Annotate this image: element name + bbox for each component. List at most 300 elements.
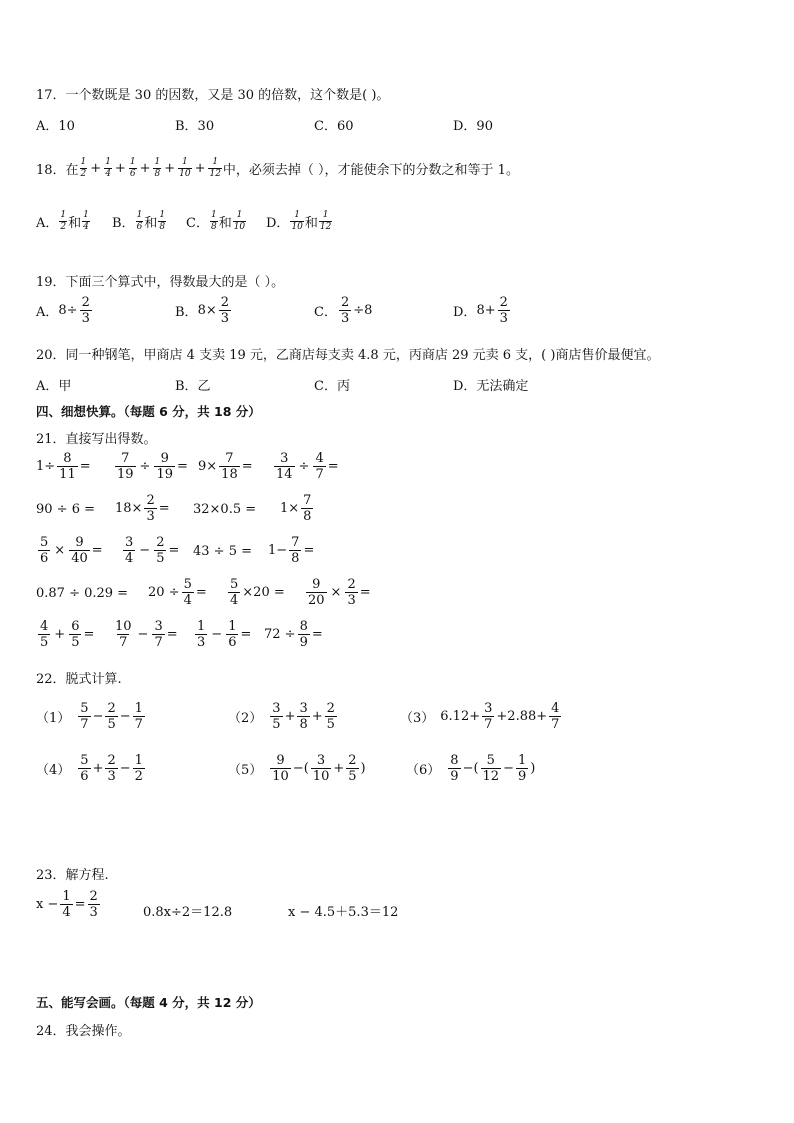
operator: + [54, 627, 66, 642]
option-label: A． [36, 305, 59, 320]
denominator: 6 [228, 635, 237, 650]
q22-item [36, 754, 147, 783]
operator: −( [292, 761, 309, 776]
numerator: 7 [291, 535, 300, 550]
denominator: 7 [134, 717, 143, 732]
q19-option [175, 296, 233, 325]
option-label: D． [266, 215, 290, 231]
numerator: 4 [40, 619, 49, 634]
numerator: 4 [315, 451, 324, 466]
q17-option-c: C．60 [314, 119, 354, 134]
fraction [154, 536, 166, 565]
denominator: 5 [348, 769, 357, 784]
numerator: 5 [40, 535, 49, 550]
numerator: 5 [230, 577, 239, 592]
fraction [57, 452, 78, 481]
q19-option [453, 296, 512, 325]
numerator: 3 [484, 701, 493, 716]
q21-item [193, 620, 251, 649]
q21-item [226, 578, 285, 607]
q22-item [36, 702, 147, 731]
denominator: 8 [303, 509, 312, 524]
plus-sign: + [164, 161, 176, 176]
fraction [80, 158, 88, 179]
denominator: 9 [517, 769, 527, 784]
fraction [136, 211, 144, 232]
numerator: 7 [121, 451, 130, 466]
denominator: 5 [272, 717, 281, 732]
q21-item [36, 536, 103, 565]
operator: − [211, 627, 223, 642]
numerator: 2 [340, 295, 350, 310]
plus-sign: + [139, 161, 151, 176]
and-text: 和 [68, 215, 82, 231]
q21-item [264, 620, 323, 649]
operand: 1× [280, 501, 300, 516]
operand: 72 ÷ [264, 627, 296, 642]
numerator: 8 [63, 451, 72, 466]
denominator: 3 [499, 311, 508, 326]
numerator: 8 [450, 753, 459, 768]
numerator: 3 [125, 535, 134, 550]
fraction [208, 158, 221, 179]
plus-sign: + [194, 161, 206, 176]
denominator: 3 [347, 593, 356, 608]
fraction [178, 158, 191, 179]
denominator: 7 [551, 717, 560, 732]
q20-option-a: A．甲 [36, 379, 72, 394]
numerator: 3 [316, 753, 326, 768]
numerator: 3 [299, 701, 308, 716]
numerator: 10 [115, 619, 132, 634]
numerator: 1 [212, 157, 219, 167]
denominator: 7 [154, 635, 163, 650]
fraction [69, 620, 81, 649]
plus-sign: + [90, 161, 102, 176]
denominator: 5 [40, 635, 49, 650]
operator: × [54, 543, 66, 558]
numerator: 1 [129, 157, 136, 167]
denominator: 9 [450, 769, 459, 784]
q20-option-c: C．丙 [314, 379, 350, 394]
fraction [60, 890, 72, 919]
numerator: 2 [348, 753, 357, 768]
q21-title: 21．直接写出得数。 [36, 432, 157, 447]
q20-option-b: B．乙 [175, 379, 211, 394]
numerator: 1 [197, 619, 206, 634]
operator: + [284, 709, 296, 724]
denominator: 3 [197, 635, 206, 650]
operand: = [168, 543, 180, 558]
fraction [154, 452, 175, 481]
denominator: 8 [210, 221, 217, 232]
denominator: 8 [154, 169, 161, 179]
q21-item [115, 494, 170, 523]
operator: +2.88+ [496, 709, 548, 724]
q21-item [36, 578, 128, 601]
fraction [448, 754, 460, 783]
denominator: 7 [315, 467, 324, 482]
q21-item [272, 452, 339, 481]
denominator: 8 [299, 717, 308, 732]
fraction [80, 296, 92, 325]
denominator: 19 [117, 467, 134, 482]
operand: 8× [197, 303, 217, 318]
numerator: 1 [83, 209, 89, 220]
numerator: 3 [280, 451, 289, 466]
numerator: 1 [181, 157, 188, 167]
fraction [123, 536, 135, 565]
operator: − [503, 761, 514, 776]
fraction [298, 620, 310, 649]
denominator: 5 [71, 635, 80, 650]
q17-option-b: B．30 [175, 119, 215, 134]
fraction [270, 754, 291, 783]
numerator: 7 [303, 493, 312, 508]
fraction [129, 158, 137, 179]
numerator: 1 [210, 209, 217, 220]
fraction [290, 211, 303, 232]
denominator: 6 [129, 169, 136, 179]
numerator: 1 [105, 157, 111, 167]
denominator: 12 [319, 221, 332, 232]
operand: = [241, 459, 253, 474]
fraction [78, 702, 90, 731]
numerator: 5 [80, 753, 89, 768]
item-label: （6） [406, 763, 441, 778]
operand: = [158, 501, 170, 516]
numerator: 2 [326, 701, 335, 716]
operand: = [359, 585, 371, 600]
q21-item [121, 536, 179, 565]
numerator: 2 [81, 295, 90, 310]
operand: 1− [268, 543, 288, 558]
q21-item [198, 452, 253, 481]
operator: − [119, 761, 131, 776]
operand: ÷8 [353, 303, 373, 318]
q17-option-a: A．10 [36, 119, 75, 134]
q23-equation-2: 0.8x÷2＝12.8 [143, 905, 233, 920]
q22-item [406, 754, 535, 783]
plus-sign: + [114, 161, 126, 176]
q23-equation-3: x − 4.5＋5.3＝12 [288, 905, 399, 920]
denominator: 10 [272, 769, 289, 784]
fraction [311, 754, 332, 783]
denominator: 5 [326, 717, 335, 732]
fraction [301, 494, 313, 523]
operator: ) [360, 761, 366, 776]
q23-title: 23．解方程. [36, 868, 109, 883]
denominator: 10 [312, 769, 330, 784]
operand: 1÷ [36, 459, 56, 474]
numerator: 1 [62, 889, 71, 904]
q19-stem: 19．下面三个算式中，得数最大的是（ ）。 [36, 275, 285, 290]
numerator: 2 [107, 753, 116, 768]
denominator: 20 [308, 593, 325, 608]
item-label: （4） [36, 763, 71, 778]
numerator: 5 [80, 701, 89, 716]
q24-stem: 24．我会操作。 [36, 1024, 131, 1039]
fraction [195, 620, 207, 649]
fraction [233, 211, 246, 232]
and-text: 和 [144, 215, 158, 231]
operand: ×20 = [242, 585, 285, 600]
denominator: 3 [220, 311, 230, 326]
operand: = [195, 585, 207, 600]
operand: = [79, 459, 91, 474]
q21-item [111, 620, 178, 649]
fraction [182, 578, 194, 607]
q21-expression: 0.87 ÷ 0.29 = [36, 586, 129, 601]
q18-stem [36, 158, 519, 179]
denominator: 2 [134, 769, 143, 784]
item-label: （1） [36, 711, 71, 726]
q18-option [186, 211, 247, 232]
fraction [219, 452, 240, 481]
item-label: （3） [400, 711, 435, 726]
numerator: 2 [156, 535, 165, 550]
and-text: 和 [304, 215, 318, 231]
denominator: 10 [291, 221, 303, 232]
numerator: 2 [107, 701, 116, 716]
numerator: 1 [322, 209, 329, 220]
q18-suffix: 中，必须去掉（ ），才能使余下的分数之和等于 1。 [222, 163, 519, 178]
q21-item [193, 536, 252, 559]
numerator: 1 [80, 157, 87, 167]
denominator: 4 [183, 593, 192, 608]
q19-option [36, 296, 94, 325]
denominator: 4 [83, 221, 89, 232]
option-label: C． [314, 305, 337, 320]
denominator: 9 [299, 635, 308, 650]
fraction [78, 754, 90, 783]
item-label: （5） [228, 763, 263, 778]
option-label: D． [453, 305, 477, 320]
fraction [498, 296, 510, 325]
numerator: 9 [160, 451, 169, 466]
operand: = [327, 459, 339, 474]
q21-item [36, 620, 94, 649]
q18-prefix: 18．在 [36, 163, 79, 178]
q21-item [268, 536, 314, 565]
operand: = [177, 459, 188, 474]
fraction [115, 452, 136, 481]
denominator: 4 [230, 593, 239, 608]
fraction [113, 620, 134, 649]
option-label: A． [36, 215, 59, 231]
fraction [104, 158, 112, 179]
q21-item [36, 494, 95, 517]
option-label: B． [112, 215, 135, 231]
q20-stem: 20．同一种钢笔，甲商店 4 支卖 19 元，乙商店每支卖 4.8 元，丙商店 29 元卖 6 支，( )商店售价最便宜。 [36, 348, 660, 363]
operand: = [91, 543, 103, 558]
fraction [144, 494, 156, 523]
numerator: 1 [159, 209, 166, 220]
numerator: 1 [136, 209, 143, 220]
denominator: 4 [105, 169, 111, 179]
denominator: 11 [59, 467, 76, 482]
fraction [270, 702, 282, 731]
and-text: 和 [218, 215, 232, 231]
numerator: 2 [89, 889, 98, 904]
denominator: 4 [125, 551, 134, 566]
q17-stem: 17．一个数既是 30 的因数，又是 30 的倍数，这个数是( )。 [36, 88, 390, 103]
operator: + [92, 761, 104, 776]
fraction [549, 702, 561, 731]
denominator: 14 [276, 467, 293, 482]
operator: + [333, 761, 345, 776]
numerator: 1 [228, 619, 237, 634]
denominator: 3 [89, 905, 98, 920]
fraction [59, 211, 67, 232]
fraction [82, 211, 90, 232]
denominator: 40 [71, 551, 88, 566]
option-label: C． [186, 215, 209, 231]
operator: ) [530, 761, 536, 776]
section-4-heading: 四、细想快算。（每题 6 分，共 18 分） [36, 404, 261, 419]
numerator: 1 [154, 157, 161, 167]
numerator: 9 [75, 535, 84, 550]
equals-sign: = [74, 897, 86, 912]
fraction [133, 754, 145, 783]
denominator: 4 [62, 905, 71, 920]
q21-item [113, 452, 188, 481]
fraction [274, 452, 295, 481]
denominator: 3 [340, 311, 350, 326]
operator: × [330, 585, 342, 600]
q21-expression: 32×0.5 = [193, 502, 257, 517]
operand: = [240, 627, 252, 642]
q21-item [280, 494, 315, 523]
operator: 6.12+ [440, 709, 481, 724]
fraction [297, 702, 309, 731]
denominator: 8 [159, 221, 166, 232]
fraction [38, 620, 50, 649]
operand: 8+ [476, 303, 496, 318]
fraction [482, 702, 494, 731]
fraction [319, 211, 332, 232]
operand: = [303, 543, 315, 558]
operand: 18× [115, 501, 143, 516]
numerator: 1 [236, 209, 243, 220]
denominator: 7 [484, 717, 493, 732]
q18-option [112, 211, 167, 232]
operand: x − [36, 897, 59, 912]
operand: = [166, 627, 178, 642]
fraction [105, 702, 117, 731]
fraction [289, 536, 301, 565]
denominator: 3 [146, 509, 155, 524]
denominator: 12 [482, 769, 500, 784]
fraction [228, 578, 240, 607]
operator: ÷ [298, 459, 310, 474]
fraction [69, 536, 90, 565]
numerator: 2 [220, 295, 230, 310]
denominator: 5 [107, 717, 116, 732]
fraction [516, 754, 528, 783]
q22-title: 22．脱式计算. [36, 672, 122, 687]
operator: + [311, 709, 323, 724]
numerator: 1 [60, 209, 67, 220]
operator: −( [462, 761, 479, 776]
operator: − [139, 543, 151, 558]
fraction [346, 754, 358, 783]
fraction [325, 702, 337, 731]
q21-expression: 43 ÷ 5 = [193, 544, 252, 559]
denominator: 7 [119, 635, 128, 650]
fraction [105, 754, 117, 783]
operand: 20 ÷ [148, 585, 180, 600]
fraction [210, 211, 218, 232]
operator: − [137, 627, 149, 642]
fraction [153, 158, 161, 179]
fraction [133, 702, 145, 731]
fraction [313, 452, 325, 481]
denominator: 10 [179, 169, 191, 179]
fraction [481, 754, 502, 783]
q21-expression: 90 ÷ 6 = [36, 502, 95, 517]
denominator: 5 [156, 551, 165, 566]
operand: = [311, 627, 323, 642]
numerator: 8 [299, 619, 308, 634]
item-label: （2） [228, 711, 263, 726]
fraction [158, 211, 166, 232]
denominator: 2 [60, 221, 67, 232]
numerator: 1 [134, 753, 143, 768]
denominator: 8 [291, 551, 300, 566]
q21-item [193, 494, 256, 517]
numerator: 1 [134, 701, 143, 716]
operator: − [119, 709, 131, 724]
q22-item [228, 754, 366, 783]
numerator: 3 [272, 701, 281, 716]
numerator: 1 [517, 753, 527, 768]
q19-option [314, 296, 372, 325]
numerator: 9 [312, 577, 321, 592]
numerator: 3 [154, 619, 163, 634]
q17-option-d: D．90 [453, 119, 493, 134]
denominator: 3 [107, 769, 116, 784]
operand: = [83, 627, 95, 642]
q22-item [228, 702, 339, 731]
numerator: 5 [183, 577, 192, 592]
q22-item [400, 702, 563, 731]
denominator: 7 [80, 717, 89, 732]
numerator: 2 [499, 295, 508, 310]
fraction [88, 890, 100, 919]
fraction [306, 578, 327, 607]
numerator: 6 [71, 619, 80, 634]
numerator: 7 [225, 451, 234, 466]
denominator: 6 [40, 551, 49, 566]
fraction [345, 578, 357, 607]
numerator: 4 [551, 701, 560, 716]
q18-option [36, 211, 91, 232]
operand: 9× [198, 459, 218, 474]
q21-item [36, 452, 91, 481]
q21-item [304, 578, 371, 607]
denominator: 6 [80, 769, 89, 784]
q21-item [148, 578, 207, 607]
denominator: 2 [80, 169, 87, 179]
q20-option-d: D．无法确定 [453, 379, 529, 394]
fraction [226, 620, 238, 649]
q23-equation-1 [36, 890, 102, 919]
fraction [152, 620, 164, 649]
operand: 8÷ [58, 303, 78, 318]
numerator: 1 [294, 209, 301, 220]
fraction [339, 296, 351, 325]
